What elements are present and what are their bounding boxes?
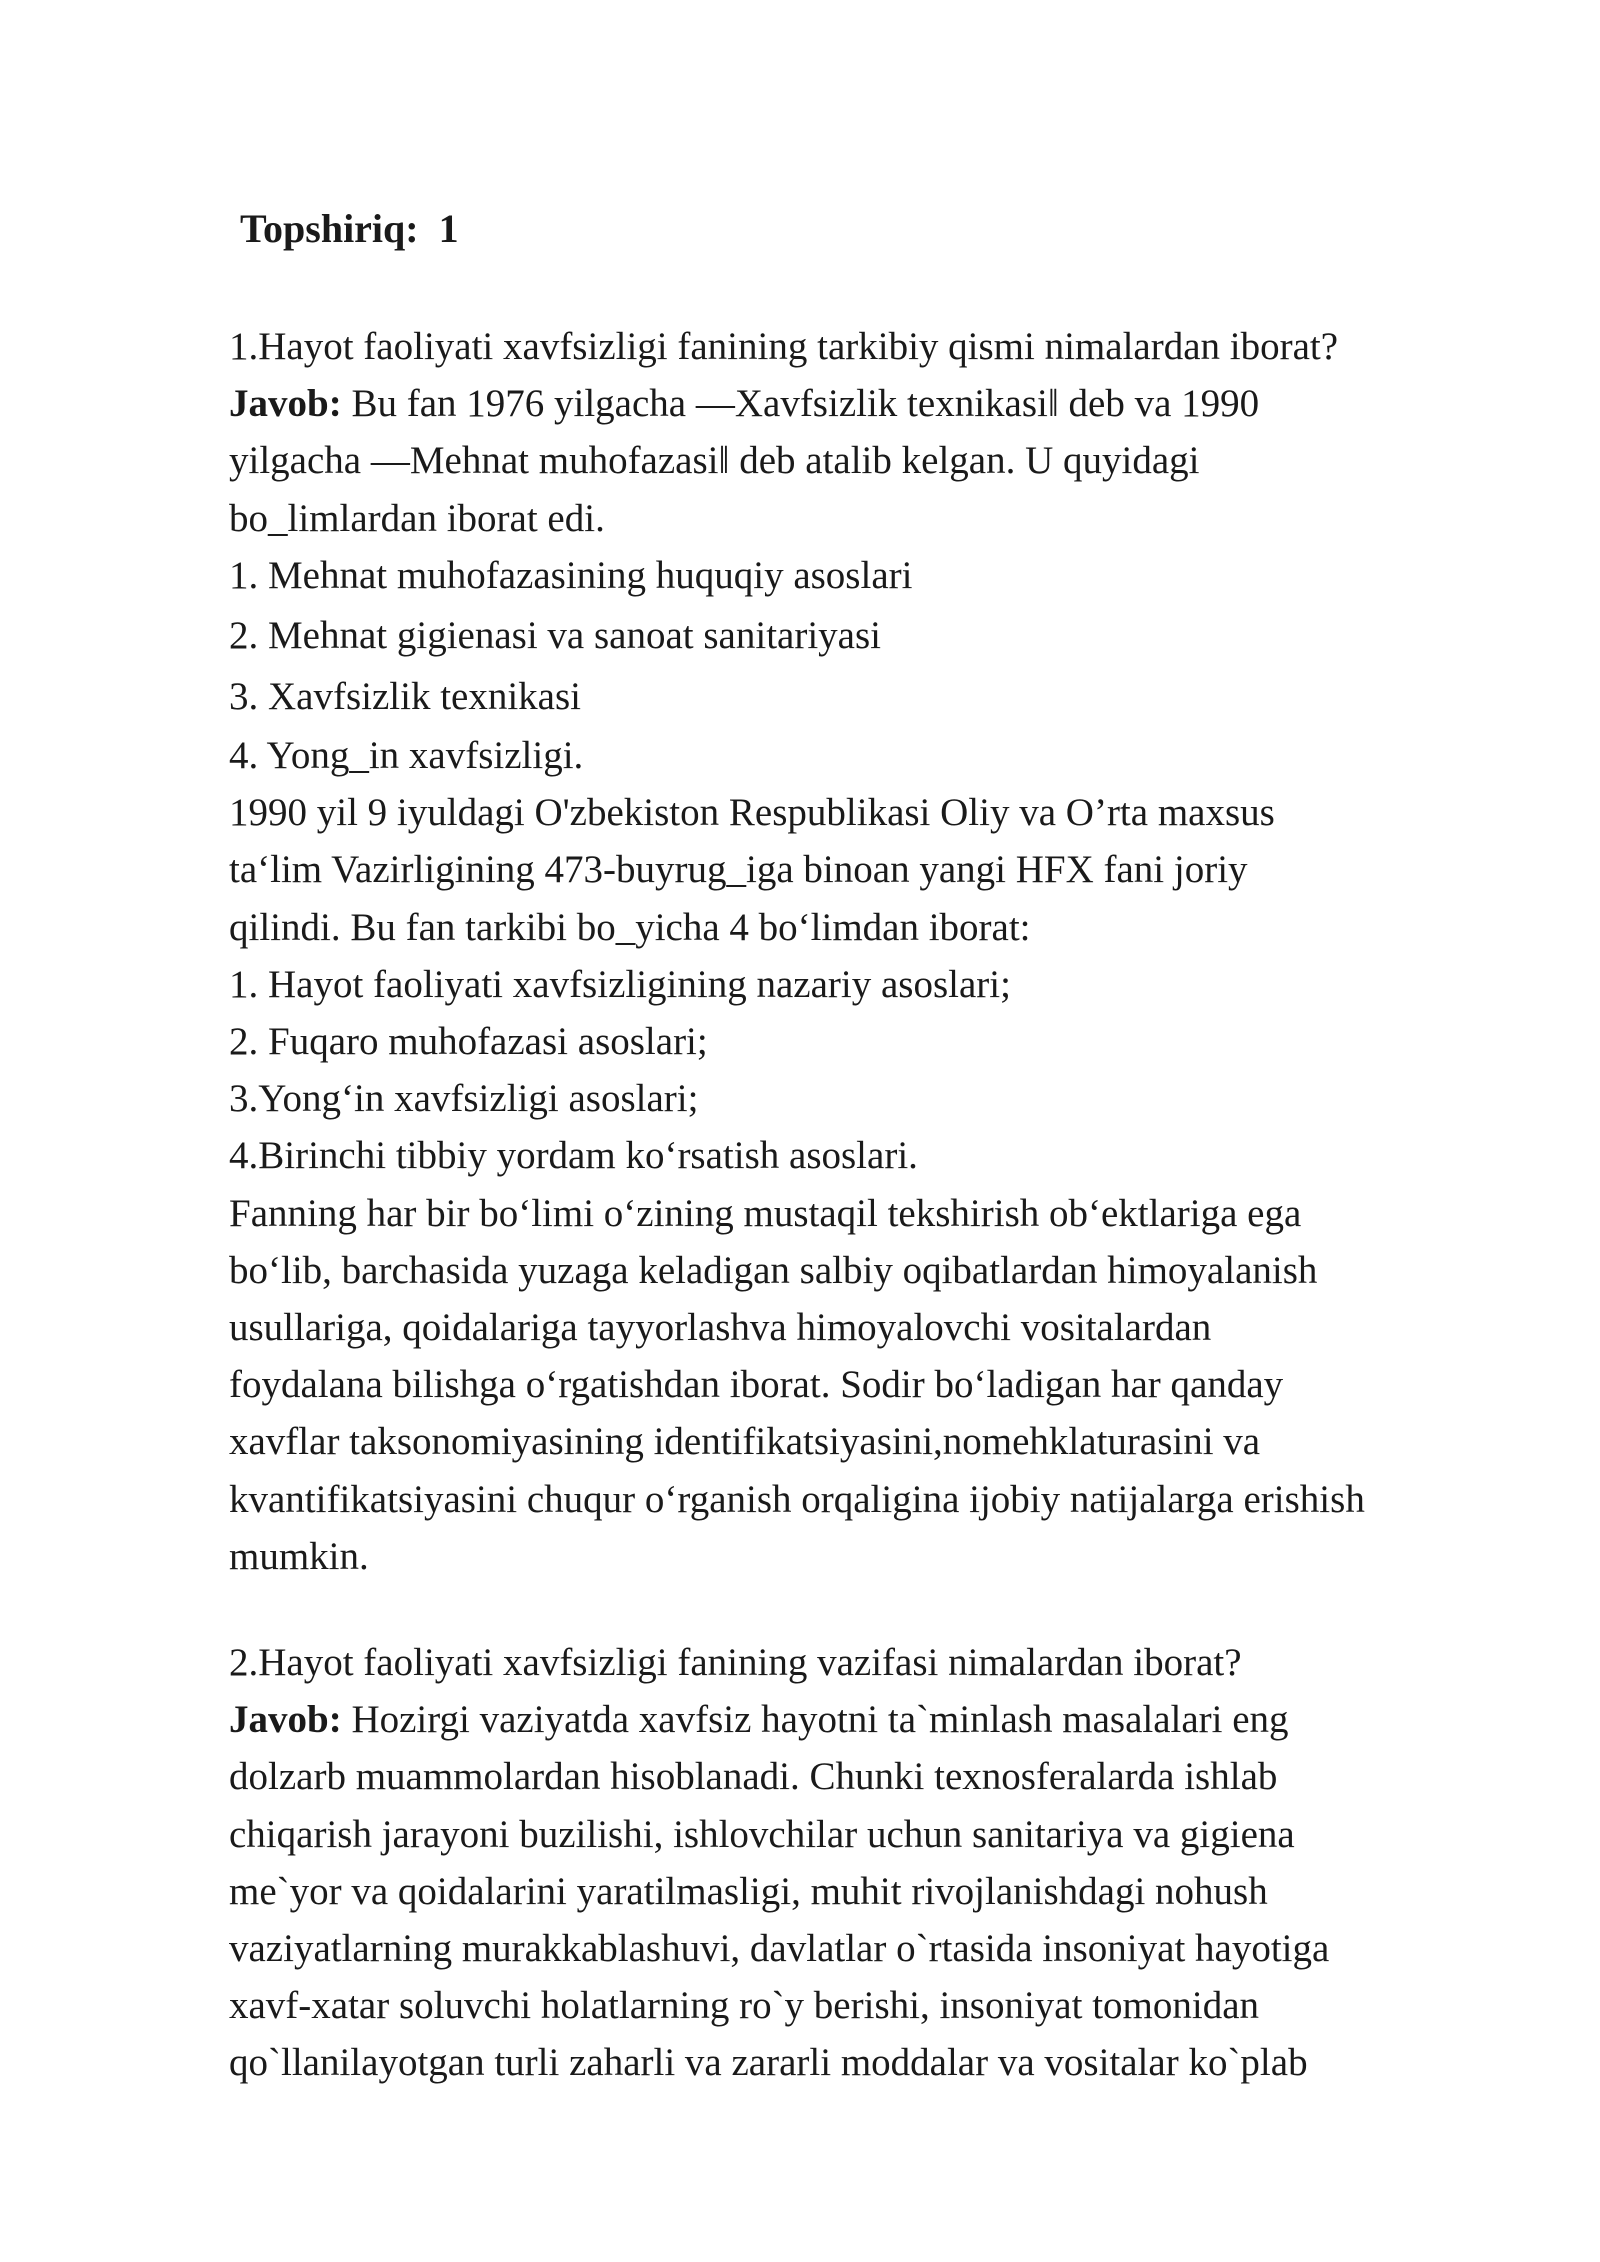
answer-1-line-2: yilgacha —Mehnat muhofazasi‖ deb atalib kelgan. U quyidagi <box>229 439 1200 483</box>
list-line: 2. Fuqaro muhofazasi asoslari; <box>229 1020 708 1064</box>
list-line: 3.Yong‘in xavfsizligi asoslari; <box>229 1077 699 1121</box>
answer-2-line-1: Javob: Hozirgi vaziyatda xavfsiz hayotni ta`minlash masalalari eng <box>229 1698 1289 1742</box>
answer-2-line-6: xavf-xatar soluvchi holatlarning ro`y berishi, insoniyat tomonidan <box>229 1984 1260 2028</box>
answer-1-line-3: bo_limlardan iborat edi. <box>229 496 605 540</box>
text-line: Fanning har bir bo‘limi o‘zining mustaqil tekshirish ob‘ektlariga ega <box>229 1191 1302 1235</box>
text-line: usullariga, qoidalariga tayyorlashva himoyalovchi vositalardan <box>229 1306 1212 1350</box>
answer-label: Javob: <box>229 382 342 426</box>
list-line: 4. Yong_in xavfsizligi. <box>229 734 584 777</box>
list-line: 4.Birinchi tibbiy yordam ko‘rsatish asoslari. <box>229 1134 918 1178</box>
section-2 <box>229 1634 1329 2092</box>
question-1: 1.Hayot faoliyati xavfsizligi fanining tarkibiy qismi nimalardan iborat? <box>229 325 1339 368</box>
answer-2-line-5: vaziyatlarning murakkablashuvi, davlatlar o`rtasida insoniyat hayotiga <box>229 1927 1330 1971</box>
question-2: 2.Hayot faoliyati xavfsizligi fanining vazifasi nimalardan iborat? <box>229 1641 1242 1684</box>
text-line: xavflar taksonomiyasining identifikatsiyasini,nomehklaturasini va <box>229 1420 1261 1464</box>
answer-label: Javob: <box>229 1698 342 1742</box>
list-line: 1. Hayot faoliyati xavfsizligining nazariy asoslari; <box>229 962 1011 1006</box>
section-1-top <box>229 318 1338 604</box>
answer-2-line-2: dolzarb muammolardan hisoblanadi. Chunki texnosferalarda ishlab <box>229 1755 1278 1799</box>
list-line: 3. Xavfsizlik texnikasi <box>229 675 582 718</box>
answer-1-line-1: Javob: Bu fan 1976 yilgacha —Xavfsizlik texnikasi‖ deb va 1990 <box>229 382 1260 426</box>
text-line: kvantifikatsiyasini chuqur o‘rganish orqaligina ijobiy natijalarga erishish <box>229 1477 1365 1521</box>
text-line: foydalana bilishga o‘rgatishdan iborat. Sodir bo‘ladigan har qanday <box>229 1363 1284 1407</box>
text-line: ta‘lim Vazirligining 473-buyrug_iga binoan yangi HFX fani joriy <box>229 848 1248 892</box>
text-line: mumkin. <box>229 1534 369 1578</box>
answer-2-line-3: chiqarish jarayoni buzilishi, ishlovchilar uchun sanitariya va gigiena <box>229 1812 1295 1856</box>
text-line: qilindi. Bu fan tarkibi bo_yicha 4 bo‘limdan iborat: <box>229 905 1031 949</box>
answer-2-line-7: qo`llanilayotgan turli zaharli va zararli moddalar va vositalar ko`plab <box>229 2041 1308 2085</box>
text-line: 1990 yil 9 iyuldagi O'zbekiston Respublikasi Oliy va O’rta maxsus <box>229 791 1275 835</box>
answer-2-line-4: me`yor va qoidalarini yaratilmasligi, muhit rivojlanishdagi nohush <box>229 1869 1268 1913</box>
text-line: bo‘lib, barchasida yuzaga keladigan salbiy oqibatlardan himoyalanish <box>229 1248 1318 1292</box>
answer-1-line-4: 1. Mehnat muhofazasining huquqiy asoslari <box>229 553 913 597</box>
page-title: Topshiriq: 1 <box>240 206 459 251</box>
section-1-body <box>229 604 1365 1585</box>
list-line: 2. Mehnat gigienasi va sanoat sanitariyasi <box>229 614 881 657</box>
